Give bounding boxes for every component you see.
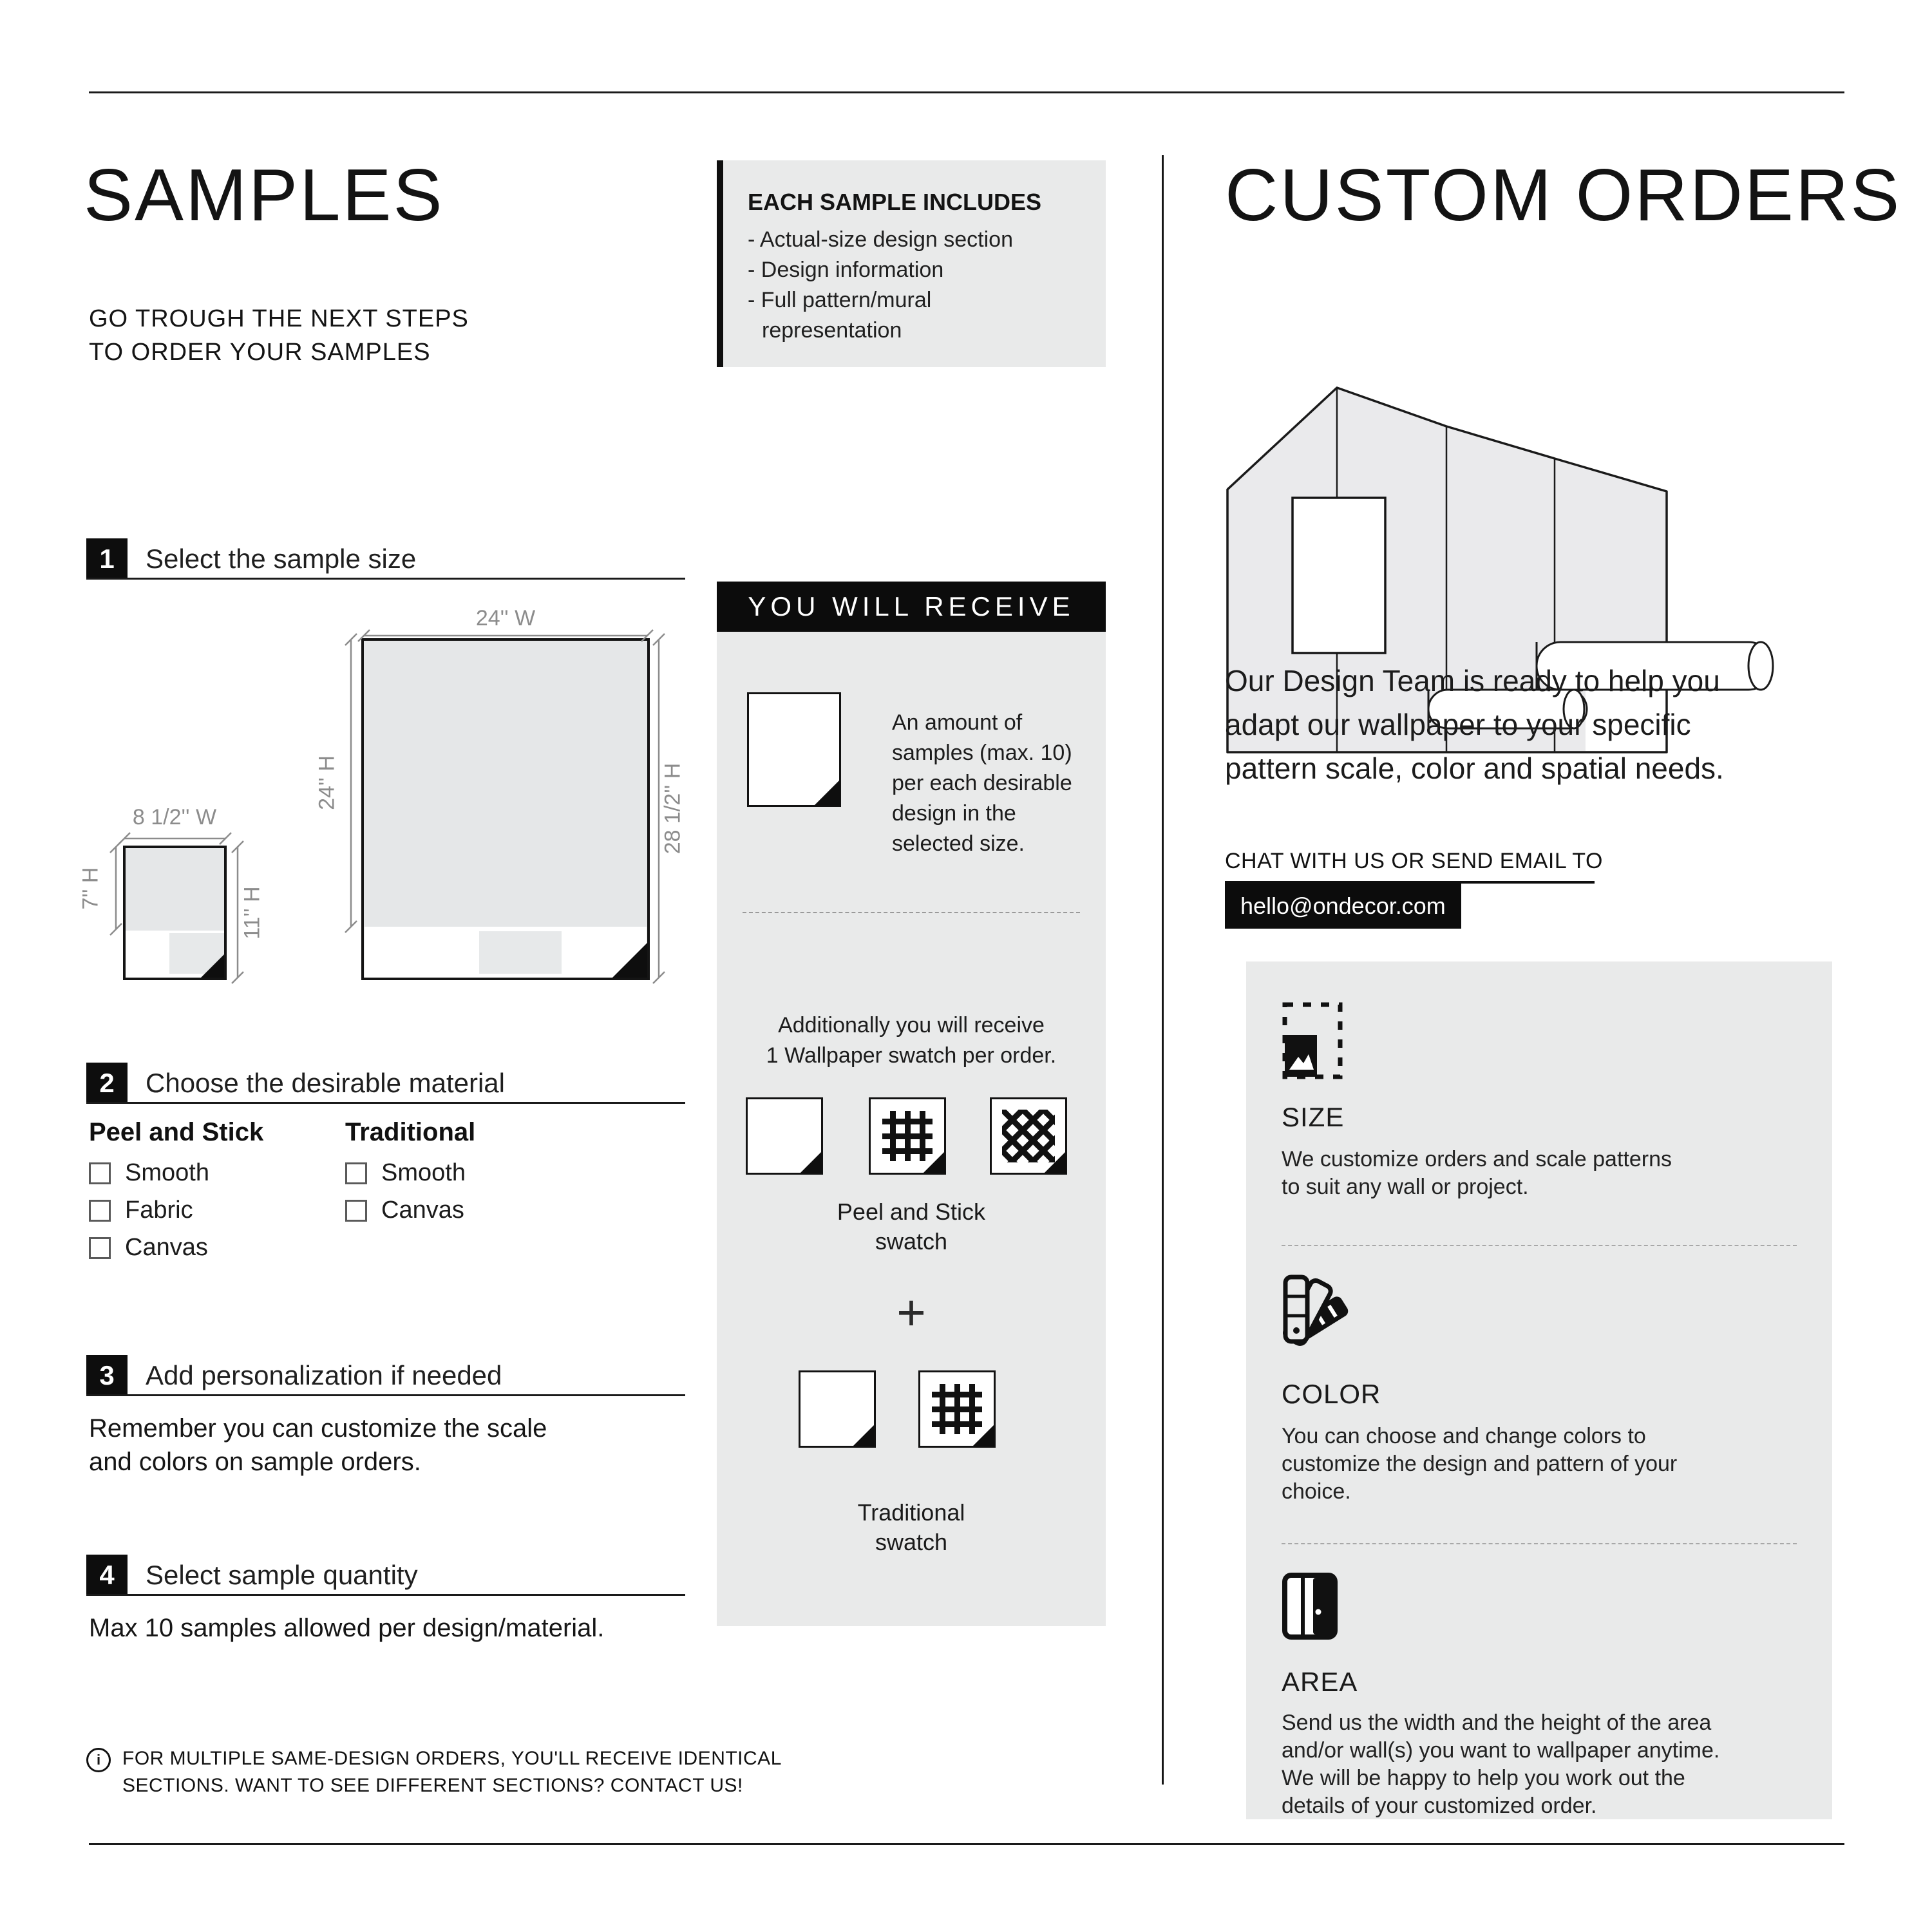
includes-title: EACH SAMPLE INCLUDES: [748, 189, 1042, 215]
receive-desc-line: design in the: [892, 801, 1016, 826]
dashed-divider: [1282, 1543, 1797, 1544]
additional-line1: Additionally you will receive: [778, 1013, 1045, 1037]
option-traditional-smooth[interactable]: Smooth: [345, 1159, 466, 1187]
step-2-title: Choose the desirable material: [146, 1068, 505, 1098]
receive-desc-line: An amount of: [892, 710, 1023, 735]
additional-line2: 1 Wallpaper swatch per order.: [766, 1043, 1057, 1068]
plus-sign: +: [896, 1284, 926, 1341]
color-swatch-fan-icon: [1278, 1272, 1362, 1352]
material-peel-title: Peel and Stick: [89, 1118, 264, 1146]
swatch-crosshatch-pattern: [990, 1097, 1067, 1175]
step-1-title: Select the sample size: [146, 544, 417, 574]
small-width-label: 8 1/2'' W: [132, 805, 217, 829]
dashed-divider: [743, 912, 1080, 913]
you-will-receive-panel: [717, 632, 1106, 1626]
size-icon: [1282, 1001, 1343, 1080]
step-3-title: Add personalization if needed: [146, 1360, 502, 1390]
custom-intro-line2: adapt our wallpaper to your specific: [1225, 708, 1691, 741]
swatch-blank: [799, 1370, 876, 1448]
color-body-line: customize the design and pattern of your: [1282, 1452, 1678, 1476]
color-body-line: choice.: [1282, 1479, 1351, 1504]
step-2-number: 2: [86, 1063, 128, 1104]
checkbox-icon[interactable]: [345, 1162, 367, 1184]
contact-email[interactable]: hello@ondecor.com: [1225, 884, 1461, 929]
step-3-note-line1: Remember you can customize the scale: [89, 1414, 547, 1443]
traditional-swatch-caption-line2: swatch: [875, 1529, 948, 1555]
step-3-number: 3: [86, 1355, 128, 1396]
info-icon: i: [86, 1748, 111, 1772]
swatch-grid-pattern: [918, 1370, 996, 1448]
footnote-line2: SECTIONS. WANT TO SEE DIFFERENT SECTIONS? CONTACT US!: [122, 1775, 743, 1796]
sample-sheet-icon: [747, 692, 841, 807]
page-title-custom-orders: CUSTOM ORDERS: [1225, 155, 1902, 236]
step-1-underline: [86, 578, 685, 580]
step-3-underline: [86, 1394, 685, 1396]
swatch-grid-pattern: [869, 1097, 946, 1175]
step-4-underline: [86, 1594, 685, 1596]
material-traditional-title: Traditional: [345, 1118, 476, 1146]
checkbox-icon[interactable]: [345, 1200, 367, 1222]
step-3-note-line2: and colors on sample orders.: [89, 1448, 421, 1476]
section-size-label: SIZE: [1282, 1102, 1345, 1132]
option-traditional-canvas[interactable]: Canvas: [345, 1197, 464, 1224]
traditional-swatch-caption-line1: Traditional: [857, 1499, 965, 1526]
checkbox-icon[interactable]: [89, 1200, 111, 1222]
bottom-rule: [89, 1843, 1844, 1845]
small-right-height-label: 11'' H: [240, 886, 265, 940]
color-body-line: You can choose and change colors to: [1282, 1424, 1646, 1448]
custom-orders-panel: [1246, 961, 1832, 1819]
large-right-height-label: 28 1/2'' H: [660, 762, 685, 855]
samples-subtitle-line1: GO TROUGH THE NEXT STEPS: [89, 305, 469, 332]
house-wallpaper-illustration: [1226, 380, 1806, 760]
step-2-underline: [86, 1102, 685, 1104]
area-body-line: Send us the width and the height of the area: [1282, 1710, 1712, 1735]
includes-item: - Actual-size design section: [748, 227, 1013, 252]
section-area-label: AREA: [1282, 1667, 1358, 1697]
step-4-number: 4: [86, 1555, 128, 1596]
large-width-label: 24'' W: [475, 606, 536, 630]
small-left-height-label: 7'' H: [78, 867, 103, 910]
section-color-label: COLOR: [1282, 1379, 1381, 1409]
chat-with-us-label: CHAT WITH US OR SEND EMAIL TO: [1225, 849, 1603, 873]
custom-intro-line3: pattern scale, color and spatial needs.: [1225, 752, 1724, 785]
step-4-note: Max 10 samples allowed per design/material.: [89, 1614, 605, 1642]
samples-subtitle-line2: TO ORDER YOUR SAMPLES: [89, 339, 431, 366]
dashed-divider: [1282, 1245, 1797, 1246]
page-title-samples: SAMPLES: [84, 155, 444, 236]
area-body-line: and/or wall(s) you want to wallpaper anytime.: [1282, 1738, 1720, 1763]
top-rule: [89, 91, 1844, 93]
column-divider: [1162, 155, 1164, 1785]
custom-intro-line1: Our Design Team is ready to help you: [1225, 664, 1720, 697]
each-sample-includes-box: [717, 160, 1106, 367]
large-left-height-label: 24'' H: [314, 755, 339, 810]
step-1-number: 1: [86, 538, 128, 580]
includes-item: - Design information: [748, 258, 944, 282]
area-body-line: We will be happy to help you work out the: [1282, 1766, 1685, 1790]
checkbox-icon[interactable]: [89, 1162, 111, 1184]
area-wall-door-icon: [1282, 1572, 1338, 1640]
area-body-line: details of your customized order.: [1282, 1794, 1597, 1818]
receive-desc-line: samples (max. 10): [892, 741, 1072, 765]
swatch-blank: [746, 1097, 823, 1175]
option-peel-smooth[interactable]: Smooth: [89, 1159, 209, 1187]
checkbox-icon[interactable]: [89, 1237, 111, 1259]
footnote-line1: FOR MULTIPLE SAME-DESIGN ORDERS, YOU'LL RECEIVE IDENTICAL: [122, 1748, 782, 1769]
peel-swatch-caption-line2: swatch: [875, 1228, 948, 1255]
you-will-receive-header: YOU WILL RECEIVE: [717, 582, 1106, 632]
includes-item: - Full pattern/mural representation: [748, 288, 932, 343]
size-body-line: to suit any wall or project.: [1282, 1175, 1529, 1199]
receive-desc-line: per each desirable: [892, 771, 1072, 795]
peel-swatch-caption-line1: Peel and Stick: [837, 1198, 986, 1225]
option-peel-canvas[interactable]: Canvas: [89, 1234, 208, 1262]
step-4-title: Select sample quantity: [146, 1560, 418, 1590]
option-peel-fabric[interactable]: Fabric: [89, 1197, 193, 1224]
size-body-line: We customize orders and scale patterns: [1282, 1147, 1672, 1171]
receive-desc-line: selected size.: [892, 831, 1025, 856]
